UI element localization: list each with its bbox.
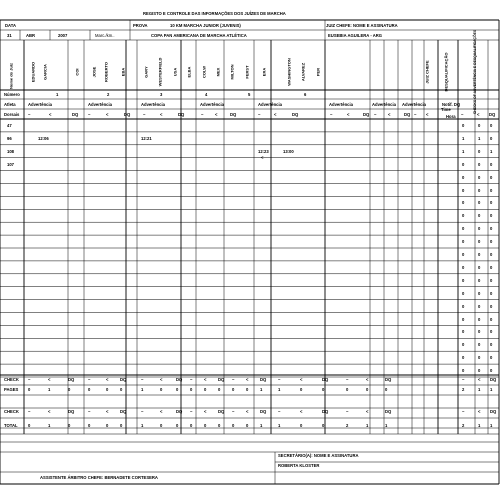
empty-check-lt: 0	[478, 264, 481, 270]
pages-check-lt: 1	[478, 387, 481, 392]
total-value: 2	[346, 423, 349, 428]
pages-value: 0	[232, 387, 235, 392]
sub-lt-1: <	[49, 112, 52, 117]
pages-value: 1	[260, 387, 263, 392]
footer-sub-2: ~	[28, 409, 31, 414]
total-value: 0	[204, 423, 207, 428]
empty-check-dq: 0	[490, 187, 493, 193]
check-tilde-47: 0	[462, 123, 465, 128]
judge-x-mex: MEX	[215, 67, 221, 77]
pages-value: 0	[366, 387, 369, 392]
empty-check-dq: 0	[490, 303, 493, 309]
athlete-bib-96: 96	[7, 135, 12, 141]
date-year: 2007	[58, 33, 68, 38]
notif-label: Notif. DQ	[442, 102, 461, 107]
pages-value: 1	[278, 387, 281, 392]
empty-check-tilde: 0	[462, 187, 465, 193]
advertencia-label-7: Advertência	[372, 102, 396, 107]
empty-check-dq: 0	[490, 239, 493, 245]
pages-value: 0	[190, 387, 193, 392]
footer-sub-1: <	[246, 377, 249, 382]
total-value: 0	[190, 423, 193, 428]
footer-checks-lt-1: <	[478, 377, 481, 382]
footer-sub-2: ~	[278, 409, 281, 414]
prova-value: 10 KM MARCHA JUNIOR (JUVENIS)	[170, 23, 241, 28]
empty-check-tilde: 0	[462, 290, 465, 296]
empty-check-tilde: 0	[462, 316, 465, 322]
advertencia-label-3: Advertência	[141, 102, 165, 107]
judge-5-num: 5	[248, 92, 251, 97]
judge-5-last: FERST	[244, 65, 250, 79]
hora-label: Hora	[446, 114, 456, 119]
empty-check-dq: 0	[490, 252, 493, 257]
total-check-dq: 1	[490, 423, 493, 428]
total-value: 1	[366, 423, 369, 428]
footer-sub-2: <	[366, 409, 369, 414]
judge-5-first: MILTON	[229, 64, 235, 80]
empty-check-lt: 0	[478, 187, 481, 193]
total-value: 0	[322, 423, 325, 428]
advertencia-label-6: Advertência	[329, 102, 353, 107]
judge-4-num: 4	[205, 92, 208, 97]
footer-checks-tilde-2: ~	[462, 409, 465, 414]
footer-checks-dq-1: DQ	[490, 377, 497, 382]
secretary-label: SECRETÁRIO(A): NOME E ASSINATURA	[278, 453, 359, 458]
total-check-tilde: 2	[462, 423, 465, 428]
footer-sub-2: DQ	[120, 409, 127, 414]
sub-dq-8: DQ	[404, 112, 411, 117]
judge-x-per: PER	[315, 67, 321, 77]
judge-1-last: GARCIA	[42, 64, 48, 80]
footer-checks-lt-2: <	[478, 409, 481, 414]
empty-check-lt: 0	[478, 342, 481, 348]
advertencia-label-1: Advertência	[28, 102, 52, 107]
total-value: 0	[88, 423, 91, 428]
empty-check-dq: 0	[490, 264, 493, 270]
check-dq-96: 0	[490, 135, 493, 141]
secretary-name: ROBERTA KLOSTER	[278, 463, 320, 468]
advertencia-label-2: Advertência	[88, 102, 112, 107]
footer-sub-1: DQ	[385, 377, 392, 382]
empty-check-lt: 0	[478, 303, 481, 309]
empty-check-dq: 0	[490, 200, 493, 206]
empty-check-lt: 0	[478, 277, 481, 283]
pages-value: 1	[48, 387, 51, 392]
empty-check-tilde: 0	[462, 200, 465, 206]
check-dq-47: 0	[490, 123, 493, 128]
footer-sub-1: <	[366, 377, 369, 382]
check-lt-96: 1	[478, 135, 481, 141]
footer-sub-1: DQ	[260, 377, 267, 382]
empty-check-lt: 0	[478, 316, 481, 322]
check-dq-108: 1	[490, 148, 493, 154]
footer-sub-2: DQ	[68, 409, 75, 414]
empty-check-lt: 0	[478, 200, 481, 206]
competition-name: COPA PAN AMERICANA DE MARCHA ATLÉTICA	[151, 33, 247, 38]
judge-4-first: ELBA	[186, 66, 192, 78]
sub-dq-1: DQ	[72, 112, 79, 117]
footer-sub-2: <	[300, 409, 303, 414]
footer-sub-1: DQ	[322, 377, 329, 382]
empty-check-dq: 0	[490, 277, 493, 283]
advertencia-label-8: Advertência	[402, 102, 426, 107]
footer-sub-1: DQ	[68, 377, 75, 382]
empty-check-lt: 0	[478, 290, 481, 296]
advertencia-label-4: Advertência	[200, 102, 224, 107]
footer-sub-2: <	[204, 409, 207, 414]
sub-dq-5: DQ	[292, 112, 299, 117]
judge-name-col-label: Nome do Juiz	[8, 62, 14, 90]
judge-3-num: 3	[160, 92, 163, 97]
judge-3-last: WESTERFIELD	[157, 57, 163, 87]
judge-6-first: WASHINGTON	[286, 58, 292, 86]
footer-checks-dq-2: DQ	[490, 409, 497, 414]
sub-dq-2: DQ	[124, 112, 131, 117]
advertencia-label-5: Advertência	[258, 102, 282, 107]
empty-check-dq: 0	[490, 290, 493, 296]
check-label-2: CHECK	[4, 409, 19, 414]
empty-check-dq: 0	[490, 342, 493, 348]
judge-2-num: 2	[107, 92, 110, 97]
footer-sub-1: DQ	[176, 377, 183, 382]
checks-lt: <	[477, 112, 480, 117]
judge-x-usa: USA	[172, 67, 178, 77]
sub-tilde-3: ~	[143, 112, 146, 117]
judge-2-first: JOSE	[91, 66, 97, 78]
sub-tilde-1: ~	[28, 112, 31, 117]
empty-check-lt: 0	[478, 226, 481, 232]
checks-dq: DQ	[489, 112, 496, 117]
footer-sub-1: DQ	[218, 377, 225, 382]
total-check-lt: 1	[478, 423, 481, 428]
empty-check-tilde: 0	[462, 303, 465, 309]
total-value: 0	[106, 423, 109, 428]
empty-check-tilde: 0	[462, 226, 465, 232]
pages-value: 0	[204, 387, 207, 392]
empty-check-lt: 0	[478, 368, 481, 374]
atleta-label: Atleta	[4, 102, 16, 107]
desqualif-col-label: DESQUALIFICAÇÃO	[443, 52, 449, 92]
empty-check-dq: 0	[490, 368, 493, 374]
juiz-chefe-name: EUSEBIA AGUILERA - ARG	[328, 33, 383, 38]
data-label: DATA	[5, 23, 17, 28]
footer-sub-2: ~	[141, 409, 144, 414]
pages-value: 0	[218, 387, 221, 392]
judge-1-num: 1	[56, 92, 59, 97]
total-value: 1	[385, 423, 388, 428]
sub-lt-8: <	[426, 112, 429, 117]
sub-tilde-2: ~	[88, 112, 91, 117]
check-lt-107: 0	[478, 161, 481, 167]
date-day: 31	[7, 33, 12, 38]
footer-sub-2: ~	[88, 409, 91, 414]
footer-sub-1: ~	[232, 377, 235, 382]
total-value: 1	[48, 423, 51, 428]
pages-value: 0	[106, 387, 109, 392]
empty-check-tilde: 0	[462, 355, 465, 361]
empty-check-dq: 0	[490, 226, 493, 232]
footer-sub-1: <	[48, 377, 51, 382]
pages-value: 0	[160, 387, 163, 392]
judge-2-last: ROBERTO	[103, 62, 109, 82]
checks-col-label: CHECKS OF ADVERTÊNCIA E DESQUALIFICAÇÕES	[473, 29, 477, 115]
empty-check-tilde: 0	[462, 213, 465, 219]
footer-sub-1: ~	[88, 377, 91, 382]
judge-x-colw: COLW	[201, 66, 207, 78]
mark-time-96-1: 12:21	[141, 135, 152, 141]
prova-label: PROVA	[133, 23, 148, 28]
empty-check-tilde: 0	[462, 239, 465, 245]
footer-sub-2: <	[160, 409, 163, 414]
pages-check-tilde: 2	[462, 387, 465, 392]
mark-time-96-0: 12:06	[38, 135, 49, 141]
sub-tilde-5: ~	[258, 112, 261, 117]
footer-sub-2: ~	[232, 409, 235, 414]
date-month: ABR	[26, 33, 36, 38]
pages-value: 0	[322, 387, 325, 392]
footer-sub-1: ~	[141, 377, 144, 382]
athlete-bib-47: 47	[7, 123, 12, 128]
juiz-chefe-label: JUIZ CHEFE: NOME E ASSINATURA	[326, 23, 398, 28]
footer-sub-2: DQ	[218, 409, 225, 414]
pages-value: 0	[28, 387, 31, 392]
marc-label: Marc./km..	[95, 33, 115, 38]
sub-dq-3: DQ	[178, 112, 185, 117]
pages-label: PAGES	[4, 387, 19, 392]
juiz-chefe-col-label: JUIZ CHEFE	[424, 60, 430, 84]
footer-sub-1: DQ	[120, 377, 127, 382]
footer-sub-2: DQ	[322, 409, 329, 414]
athlete-bib-107: 107	[7, 161, 14, 167]
judge-3-first: GARY	[143, 66, 149, 78]
empty-check-lt: 0	[478, 239, 481, 245]
footer-sub-2: DQ	[176, 409, 183, 414]
pages-value: 0	[120, 387, 123, 392]
sub-lt-2: <	[106, 112, 109, 117]
sub-dq-4: DQ	[230, 112, 237, 117]
check-tilde-107: 0	[462, 161, 465, 167]
sub-dq-6: DQ	[363, 112, 370, 117]
sub-lt-4: <	[215, 112, 218, 117]
total-value: 0	[176, 423, 179, 428]
check-tilde-108: 1	[462, 148, 465, 154]
total-value: 0	[28, 423, 31, 428]
footer-sub-2: DQ	[260, 409, 267, 414]
footer-sub-2: DQ	[385, 409, 392, 414]
footer-sub-2: ~	[190, 409, 193, 414]
check-label-1: CHECK	[4, 377, 19, 382]
checks-tilde: ~	[461, 112, 464, 117]
dorsais-label: Dorsais	[4, 112, 20, 117]
numero-label: Número	[4, 92, 20, 97]
athlete-bib-108: 108	[7, 148, 14, 154]
empty-check-lt: 0	[478, 355, 481, 361]
time-label: Time	[441, 107, 451, 112]
judge-x-coi: COI	[74, 68, 80, 76]
empty-check-tilde: 0	[462, 174, 465, 180]
footer-sub-1: ~	[346, 377, 349, 382]
mark-time-108-1: 13:00	[283, 148, 294, 154]
empty-check-tilde: 0	[462, 342, 465, 348]
pages-value: 0	[385, 387, 388, 392]
footer-sub-1: <	[300, 377, 303, 382]
sub-tilde-7: ~	[374, 112, 377, 117]
empty-check-dq: 0	[490, 329, 493, 335]
footer-sub-2: <	[48, 409, 51, 414]
assistant-label: ASSISTENTE ÁRBITRO CHEFE: BERNADETE CORTESERA	[40, 475, 158, 480]
empty-check-tilde: 0	[462, 329, 465, 335]
judge-1-first: EDUARDO	[30, 61, 36, 83]
form-title: REGISTO E CONTROLE DAS INFORMAÇÕES DOS JUÍZES DE MARCHA	[143, 11, 286, 16]
footer-sub-1: <	[204, 377, 207, 382]
total-value: 0	[120, 423, 123, 428]
pages-value: 0	[176, 387, 179, 392]
empty-check-dq: 0	[490, 355, 493, 361]
empty-check-tilde: 0	[462, 264, 465, 270]
judge-x-eba: EBA	[120, 67, 126, 77]
pages-value: 0	[68, 387, 71, 392]
total-value: 0	[68, 423, 71, 428]
pages-check-dq: 1	[490, 387, 493, 392]
check-lt-108: 0	[478, 148, 481, 154]
pages-value: 0	[346, 387, 349, 392]
footer-sub-2: ~	[346, 409, 349, 414]
total-value: 1	[278, 423, 281, 428]
empty-check-lt: 0	[478, 252, 481, 257]
total-value: 1	[260, 423, 263, 428]
footer-sub-2: <	[246, 409, 249, 414]
footer-sub-1: ~	[190, 377, 193, 382]
footer-sub-1: <	[106, 377, 109, 382]
empty-check-dq: 0	[490, 174, 493, 180]
footer-sub-2: <	[106, 409, 109, 414]
total-value: 0	[218, 423, 221, 428]
total-value: 0	[246, 423, 249, 428]
sub-tilde-6: ~	[330, 112, 333, 117]
judge-6-last: ALVAREZ	[300, 62, 306, 82]
judge-6-num: 6	[304, 92, 307, 97]
pages-value: 1	[141, 387, 144, 392]
empty-check-dq: 0	[490, 213, 493, 219]
sub-lt-7: <	[388, 112, 391, 117]
sub-lt-5: <	[274, 112, 277, 117]
check-tilde-96: 1	[462, 135, 465, 141]
judge-x-era: ERA	[261, 67, 267, 77]
footer-sub-1: ~	[278, 377, 281, 382]
footer-checks-tilde-1: ~	[462, 377, 465, 382]
total-value: 0	[232, 423, 235, 428]
footer-sub-1: <	[160, 377, 163, 382]
empty-check-lt: 0	[478, 213, 481, 219]
sub-lt-3: <	[160, 112, 163, 117]
check-lt-47: 0	[478, 123, 481, 128]
total-label: TOTAL	[4, 423, 18, 428]
empty-check-lt: 0	[478, 329, 481, 335]
total-value: 0	[300, 423, 303, 428]
pages-value: 0	[246, 387, 249, 392]
total-value: 0	[160, 423, 163, 428]
empty-check-dq: 0	[490, 316, 493, 322]
sub-lt-6: <	[347, 112, 350, 117]
mark-time-108-0: 12:23	[258, 148, 269, 154]
total-value: 1	[141, 423, 144, 428]
pages-value: 0	[300, 387, 303, 392]
empty-check-tilde: 0	[462, 277, 465, 283]
sub-tilde-8: ~	[414, 112, 417, 117]
sub-tilde-4: ~	[201, 112, 204, 117]
pages-value: 0	[88, 387, 91, 392]
mark-symbol-108-0: <	[261, 154, 264, 160]
check-dq-107: 0	[490, 161, 493, 167]
footer-sub-1: ~	[28, 377, 31, 382]
empty-check-tilde: 0	[462, 252, 465, 257]
empty-check-lt: 0	[478, 174, 481, 180]
empty-check-tilde: 0	[462, 368, 465, 374]
